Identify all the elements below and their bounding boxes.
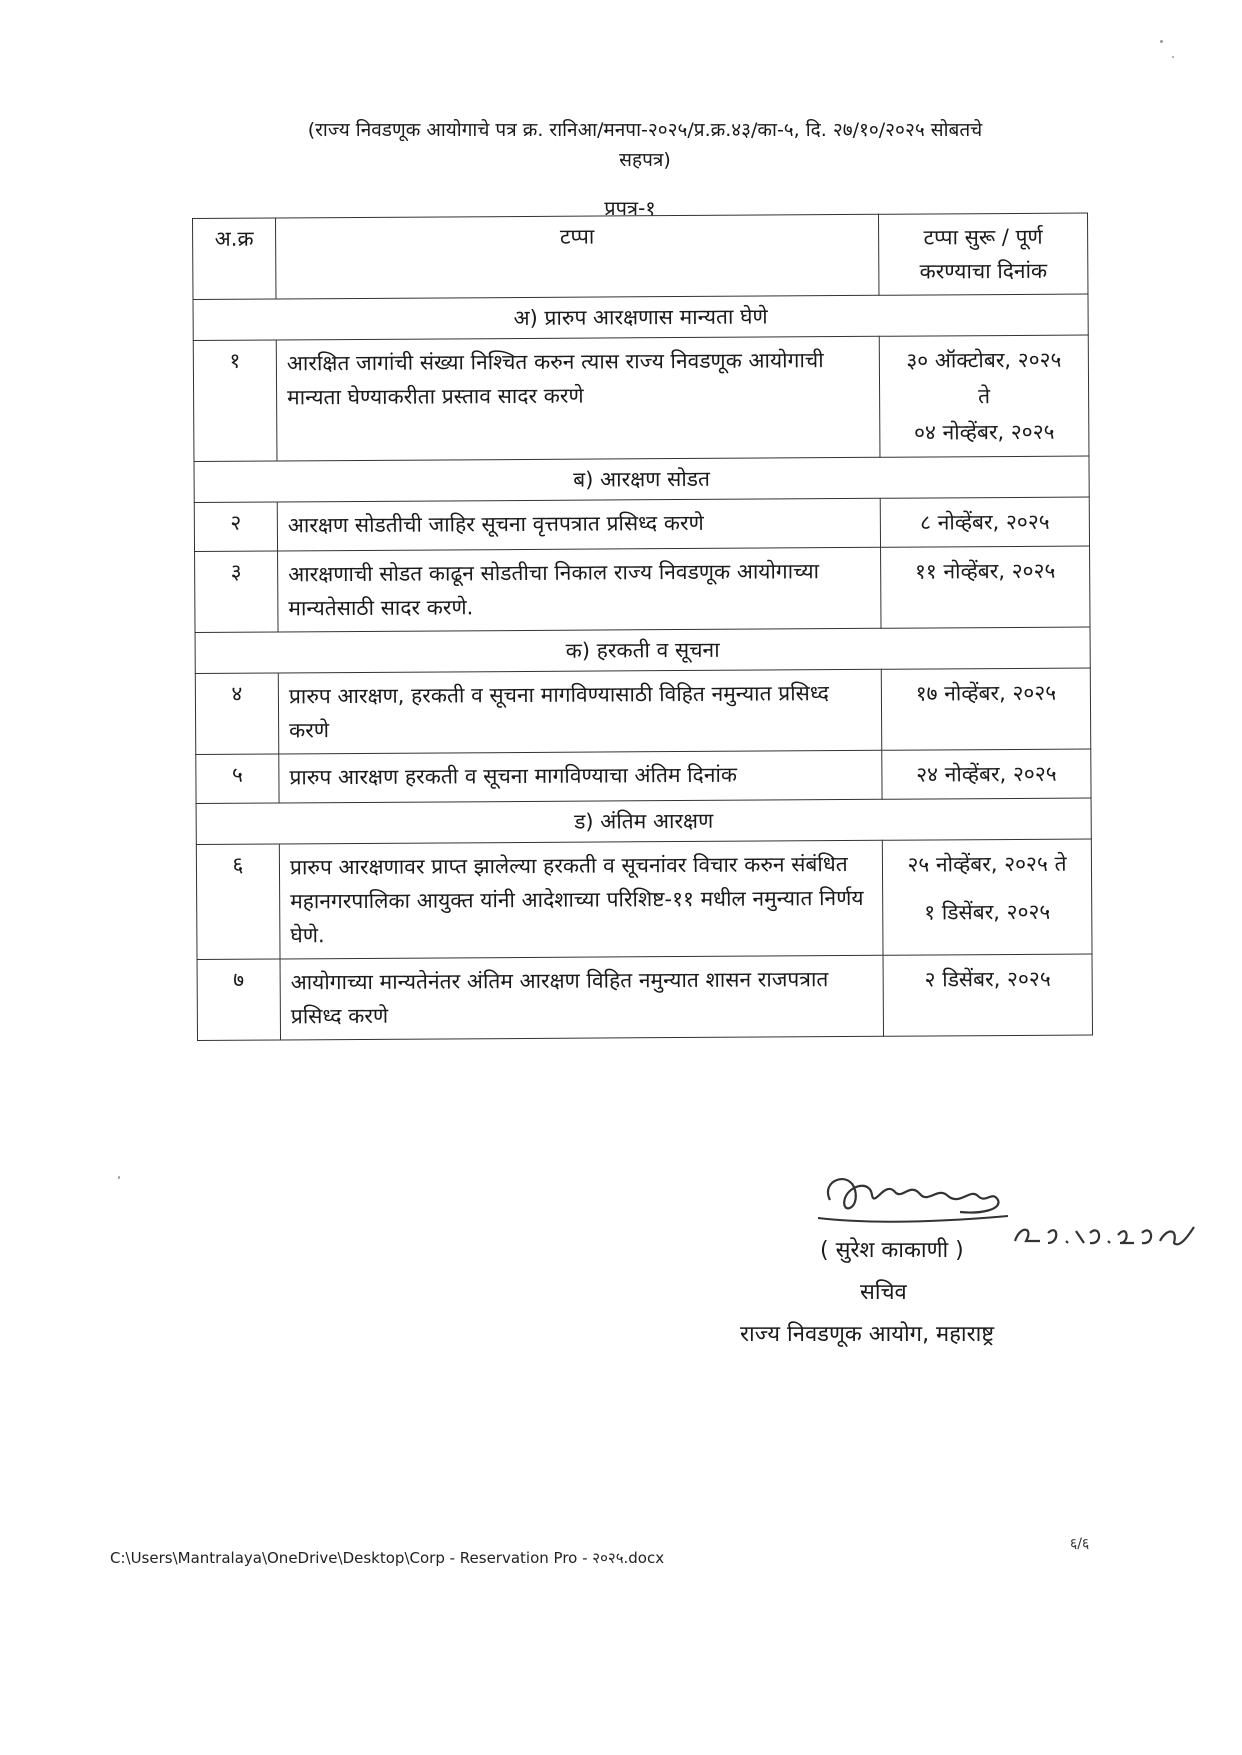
section-row	[195, 627, 1090, 673]
section-row	[194, 456, 1089, 502]
table-row	[196, 749, 1091, 803]
row-serial: ४	[195, 673, 278, 755]
row-date: १७ नोव्हेंबर, २०२५	[881, 668, 1090, 750]
table-row	[196, 839, 1092, 959]
section-title-c: क) हरकती व सूचना	[195, 627, 1090, 673]
signature-scribble	[810, 1160, 1020, 1230]
footer-file-path: C:\Users\Mantralaya\OneDrive\Desktop\Corp - Reservation Pro - २०२५.docx	[110, 1549, 665, 1567]
section-row	[193, 294, 1088, 340]
row-serial: ७	[197, 959, 280, 1041]
row-date: २४ नोव्हेंबर, २०२५	[882, 749, 1091, 799]
row-serial: ५	[196, 754, 279, 804]
table-row	[195, 668, 1090, 754]
row-serial: २	[194, 502, 277, 552]
page-number: ६/६	[1070, 1536, 1090, 1552]
header-stage: टप्पा	[276, 214, 879, 299]
row-serial: ६	[196, 844, 280, 960]
date-connector: ते	[978, 384, 991, 409]
row-stage: आरक्षणाची सोडत काढून सोडतीचा निकाल राज्य निवडणूक आयोगाच्या मान्यतेसाठी सादर करणे.	[278, 547, 881, 632]
reference-line-2: सहपत्र)	[619, 149, 671, 171]
row-stage: आरक्षण सोडतीची जाहिर सूचना वृत्तपत्रात प्रसिध्द करणे	[277, 498, 880, 551]
reference-header	[230, 115, 1060, 175]
schedule-table	[192, 213, 1093, 1041]
scan-speck	[118, 1176, 120, 1179]
section-title-d: ड) अंतिम आरक्षण	[196, 798, 1091, 844]
table-row	[195, 546, 1090, 632]
date-start: ३० ऑक्टोबर, २०२५	[906, 347, 1062, 373]
row-date	[882, 839, 1092, 955]
header-serial: अ.क्र	[193, 218, 276, 300]
row-date	[879, 335, 1089, 457]
section-row	[196, 798, 1091, 844]
row-stage: आरक्षित जागांची संख्या निश्चित करुन त्यास राज्य निवडणूक आयोगाची मान्यता घेण्याकरीता प्रस्ताव सादर करणे	[276, 336, 880, 461]
scan-speck	[1160, 40, 1163, 43]
row-date: २ डिसेंबर, २०२५	[883, 954, 1092, 1036]
table-row	[193, 335, 1089, 461]
date-start: २५ नोव्हेंबर, २०२५ ते	[907, 851, 1067, 877]
row-stage: प्रारुप आरक्षण, हरकती व सूचना मागविण्यासाठी विहित नमुन्यात प्रसिध्द करणे	[278, 669, 881, 754]
row-stage: प्रारुप आरक्षण हरकती व सूचना मागविण्याचा अंतिम दिनांक	[279, 750, 882, 803]
table-row	[197, 954, 1092, 1040]
handwritten-date	[1010, 1213, 1200, 1253]
form-title: प्रपत्र-१	[604, 196, 656, 220]
date-end: ०४ नोव्हेंबर, २०२५	[914, 419, 1055, 445]
table-row	[194, 497, 1089, 551]
header-date: टप्पा सुरू / पूर्ण करण्याचा दिनांक	[878, 213, 1087, 295]
section-title-a: अ) प्रारुप आरक्षणास मान्यता घेणे	[193, 294, 1088, 340]
scan-speck	[1172, 56, 1174, 58]
row-stage: प्रारुप आरक्षणावर प्राप्त झालेल्या हरकती व सूचनांवर विचार करुन संबंधित महानगरपालिका आयुक्त यांनी आदेशाच्या परिशिष्ट-११ मधील नमुन्यात निर्णय घेणे.	[279, 840, 883, 959]
signatory-name: ( सुरेश काकाणी )	[820, 1238, 964, 1263]
reference-line-1: (राज्य निवडणूक आयोगाचे पत्र क्र. रानिआ/मनपा-२०२५/प्र.क्र.४३/का-५, दि. २७/१०/२०२५ सोबतचे	[307, 119, 983, 141]
row-date: ११ नोव्हेंबर, २०२५	[881, 546, 1090, 628]
row-serial: ३	[195, 551, 278, 633]
signatory-office: राज्य निवडणूक आयोग, महाराष्ट्र	[740, 1322, 995, 1347]
row-serial: १	[193, 340, 277, 462]
row-stage: आयोगाच्या मान्यतेनंतर अंतिम आरक्षण विहित नमुन्यात शासन राजपत्रात प्रसिध्द करणे	[280, 955, 883, 1040]
table-header-row	[193, 213, 1088, 299]
section-title-b: ब) आरक्षण सोडत	[194, 456, 1089, 502]
row-date: ८ नोव्हेंबर, २०२५	[880, 497, 1089, 547]
signatory-designation: सचिव	[860, 1280, 907, 1305]
date-end: १ डिसेंबर, २०२५	[924, 899, 1051, 925]
